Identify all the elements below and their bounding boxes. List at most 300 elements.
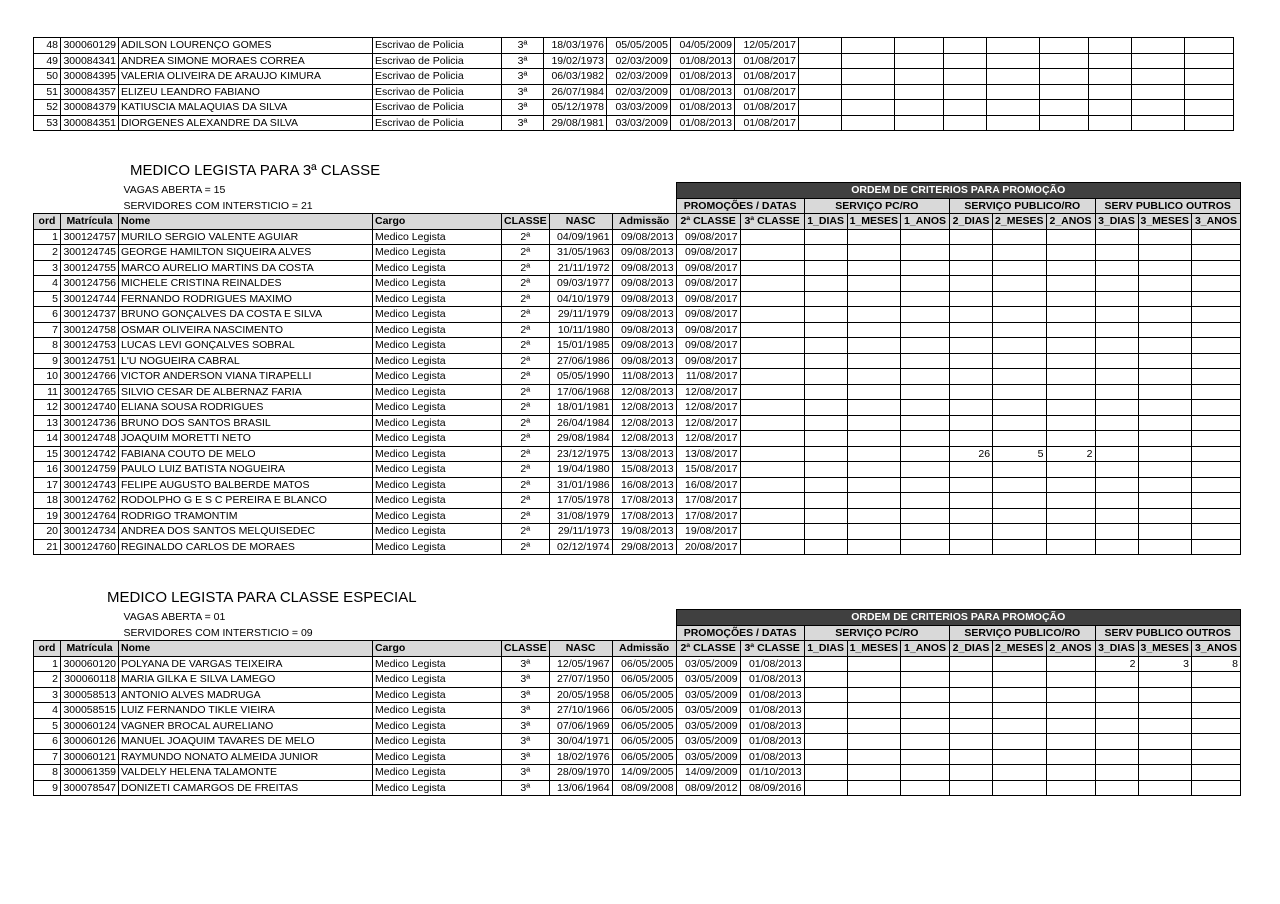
table-cell [993, 276, 1046, 292]
table-cell [847, 539, 900, 555]
table-row [34, 415, 1241, 431]
table-cell [847, 276, 900, 292]
table-cell: 3ª [502, 115, 544, 131]
table-cell [799, 69, 842, 85]
table-cell: 12/08/2013 [612, 415, 676, 431]
table-cell [993, 229, 1046, 245]
table-row [34, 656, 1241, 672]
table-cell: 03/05/2009 [676, 734, 740, 750]
table-cell: 3ª [502, 749, 550, 765]
table-cell: 8 [34, 338, 61, 354]
table-cell: 02/12/1974 [549, 539, 612, 555]
column-header: 1_DIAS [804, 214, 847, 230]
table-cell: Medico Legista [373, 718, 502, 734]
table-cell: 1 [34, 229, 61, 245]
table-cell [1138, 780, 1191, 796]
table-cell: 09/08/2013 [612, 353, 676, 369]
table-cell: 5 [34, 291, 61, 307]
table-cell [740, 539, 804, 555]
table-cell: 3ª [502, 656, 550, 672]
table-cell [993, 384, 1046, 400]
table-cell: 4 [34, 703, 61, 719]
table-cell: 3ª [502, 53, 544, 69]
table-cell: 08/09/2012 [676, 780, 740, 796]
table-cell [1046, 765, 1095, 781]
table-cell [950, 291, 993, 307]
table-cell: 06/05/2005 [612, 718, 676, 734]
table-cell: GEORGE HAMILTON SIQUEIRA ALVES [119, 245, 373, 261]
table-cell: 09/08/2013 [612, 307, 676, 323]
table-cell: 09/08/2013 [612, 245, 676, 261]
table-cell [950, 229, 993, 245]
table-cell: 27/07/1950 [549, 672, 612, 688]
table-cell: MICHELE CRISTINA REINALDES [119, 276, 373, 292]
table-cell [740, 477, 804, 493]
table-cell [1046, 400, 1095, 416]
servico_publico-header: SERVIÇO PUBLICO/RO [950, 198, 1095, 214]
ordem-header: ORDEM DE CRITERIOS PARA PROMOÇÃO [676, 183, 1240, 199]
table-cell: 300124742 [61, 446, 119, 462]
table-cell: Medico Legista [373, 229, 502, 245]
table-cell [1089, 84, 1132, 100]
table-cell [842, 53, 895, 69]
table-cell [847, 765, 900, 781]
table-cell [901, 734, 950, 750]
table-cell: 2ª [502, 524, 550, 540]
table-cell: RODOLPHO G E S C PEREIRA E BLANCO [119, 493, 373, 509]
table-cell [740, 431, 804, 447]
table-cell [1132, 100, 1185, 116]
table-cell: 16 [34, 462, 61, 478]
table-cell: 2ª [502, 353, 550, 369]
promocoes-header: PROMOÇÕES / DATAS [676, 625, 804, 641]
table-cell: 31/01/1986 [549, 477, 612, 493]
table-cell: 09/08/2017 [676, 276, 740, 292]
table-cell [950, 260, 993, 276]
table-cell: 3ª [502, 84, 544, 100]
table-cell [740, 462, 804, 478]
table-cell: Medico Legista [373, 539, 502, 555]
table-cell [901, 400, 950, 416]
table-cell: 05/05/1990 [549, 369, 612, 385]
table-cell [1089, 53, 1132, 69]
table-cell: 20 [34, 524, 61, 540]
table-cell [804, 229, 847, 245]
table-cell [740, 508, 804, 524]
table-cell [1095, 687, 1138, 703]
table-cell [842, 115, 895, 131]
table-cell: 2ª [502, 384, 550, 400]
table-cell: 12/08/2017 [676, 384, 740, 400]
table-cell [1191, 477, 1240, 493]
table-row [34, 431, 1241, 447]
table-cell: 2ª [502, 229, 550, 245]
table-cell [901, 687, 950, 703]
table-cell: 01/08/2013 [740, 687, 804, 703]
table-cell [804, 508, 847, 524]
table-cell: 300060129 [61, 38, 119, 54]
table-cell [1046, 307, 1095, 323]
column-header: 3_DIAS [1095, 641, 1138, 657]
table-cell [847, 749, 900, 765]
table-cell: ANTONIO ALVES MADRUGA [119, 687, 373, 703]
table-cell: 12/08/2017 [676, 400, 740, 416]
table-cell: 11/08/2013 [612, 369, 676, 385]
table-cell: 17/08/2013 [612, 508, 676, 524]
table-cell [901, 703, 950, 719]
table-row [34, 100, 1234, 116]
vagas-label: VAGAS ABERTA = 15 [123, 184, 226, 197]
table-cell: PAULO LUIZ BATISTA NOGUEIRA [119, 462, 373, 478]
table-cell [1132, 84, 1185, 100]
table-cell [847, 524, 900, 540]
table-cell [993, 765, 1046, 781]
table-cell [847, 687, 900, 703]
column-header: 1_ANOS [901, 214, 950, 230]
table-cell [901, 260, 950, 276]
table-cell: 09/08/2017 [676, 353, 740, 369]
table-cell: 300124740 [61, 400, 119, 416]
table-cell [950, 307, 993, 323]
table-cell [993, 322, 1046, 338]
table-cell: 01/08/2013 [671, 100, 735, 116]
table-cell: 3ª [502, 69, 544, 85]
table-cell: 49 [34, 53, 61, 69]
table-cell [740, 446, 804, 462]
table-cell: Medico Legista [373, 291, 502, 307]
table-cell [804, 765, 847, 781]
table-cell [993, 749, 1046, 765]
table-cell [950, 718, 993, 734]
table-cell [944, 69, 987, 85]
section2-table-body [34, 610, 1241, 796]
table-cell [993, 400, 1046, 416]
table-cell: 8 [34, 765, 61, 781]
table-cell [1191, 493, 1240, 509]
table-row [34, 369, 1241, 385]
table-cell: 26/07/1984 [544, 84, 607, 100]
ordem-header: ORDEM DE CRITERIOS PARA PROMOÇÃO [676, 610, 1240, 626]
table-cell [987, 115, 1040, 131]
table-cell: ELIZEU LEANDRO FABIANO [119, 84, 373, 100]
table-cell: 16/08/2017 [676, 477, 740, 493]
table-cell [847, 338, 900, 354]
table-row [34, 524, 1241, 540]
table-cell [901, 276, 950, 292]
table-cell [740, 276, 804, 292]
table-cell [1185, 69, 1234, 85]
table-cell [901, 384, 950, 400]
table-cell [804, 734, 847, 750]
table-cell [1185, 115, 1234, 131]
table-cell: 01/08/2013 [740, 749, 804, 765]
table-cell: Medico Legista [373, 400, 502, 416]
table-cell [950, 462, 993, 478]
table-cell: ADILSON LOURENÇO GOMES [119, 38, 373, 54]
table-cell [1138, 291, 1191, 307]
table-cell: 3ª [502, 703, 550, 719]
table-cell [901, 477, 950, 493]
table-cell: 28/09/1970 [549, 765, 612, 781]
table-cell: VAGNER BROCAL AURELIANO [119, 718, 373, 734]
table-cell [895, 53, 944, 69]
section2-title: MEDICO LEGISTA PARA CLASSE ESPECIAL [107, 589, 417, 606]
table-cell: 300124764 [61, 508, 119, 524]
table-cell: Escrivao de Policia [373, 84, 502, 100]
table-cell [1191, 687, 1240, 703]
table-cell [1089, 115, 1132, 131]
table-cell [1191, 524, 1240, 540]
table-cell [804, 703, 847, 719]
table-cell: Medico Legista [373, 353, 502, 369]
table-cell [1095, 229, 1138, 245]
table-cell: 2ª [502, 322, 550, 338]
table-cell: 2ª [502, 477, 550, 493]
table-cell: 300124737 [61, 307, 119, 323]
table-cell [950, 765, 993, 781]
table-cell [1040, 84, 1089, 100]
table-cell [944, 38, 987, 54]
table-cell: SILVIO CESAR DE ALBERNAZ FARIA [119, 384, 373, 400]
table-cell [1191, 749, 1240, 765]
table-cell: Medico Legista [373, 276, 502, 292]
table-cell: Escrivao de Policia [373, 115, 502, 131]
table-cell [1095, 477, 1138, 493]
table-cell: Medico Legista [373, 780, 502, 796]
table-cell [740, 415, 804, 431]
table-cell: 2 [34, 245, 61, 261]
table-cell: 300060118 [61, 672, 119, 688]
table-cell: 9 [34, 780, 61, 796]
table-cell [1046, 291, 1095, 307]
servico_pc-header: SERVIÇO PC/RO [804, 198, 949, 214]
table-cell [901, 353, 950, 369]
table-cell [944, 115, 987, 131]
table-cell: 3ª [502, 100, 544, 116]
table-cell [1138, 672, 1191, 688]
table-cell: 13/08/2013 [612, 446, 676, 462]
table-cell [950, 431, 993, 447]
serv_outros-header: SERV PUBLICO OUTROS [1095, 198, 1240, 214]
table-cell [950, 276, 993, 292]
table-cell: 19/04/1980 [549, 462, 612, 478]
table-cell [901, 322, 950, 338]
table-cell [1095, 780, 1138, 796]
table-cell [1191, 338, 1240, 354]
table-cell: 6 [34, 734, 61, 750]
table-cell: 03/05/2009 [676, 687, 740, 703]
table-cell [1095, 672, 1138, 688]
table-cell [804, 384, 847, 400]
table-cell [799, 53, 842, 69]
table-cell [987, 84, 1040, 100]
table-cell: 01/08/2013 [671, 84, 735, 100]
table-cell: RAYMUNDO NONATO ALMEIDA JUNIOR [119, 749, 373, 765]
table-cell: 01/08/2013 [671, 115, 735, 131]
table-cell: 2ª [502, 276, 550, 292]
table-cell [1095, 415, 1138, 431]
table-cell [847, 734, 900, 750]
table-cell [1191, 400, 1240, 416]
table-cell [1095, 322, 1138, 338]
column-header: 2ª CLASSE [676, 641, 740, 657]
table-cell [804, 672, 847, 688]
promocoes-header: PROMOÇÕES / DATAS [676, 198, 804, 214]
table-cell [993, 245, 1046, 261]
table-cell: Medico Legista [373, 384, 502, 400]
table-cell [1138, 307, 1191, 323]
table-cell: 05/12/1978 [544, 100, 607, 116]
table-cell: 300124751 [61, 353, 119, 369]
table-cell [847, 400, 900, 416]
table-cell [901, 508, 950, 524]
table-cell: Medico Legista [373, 307, 502, 323]
table-cell: 2ª [502, 260, 550, 276]
table-cell: FERNANDO RODRIGUES MAXIMO [119, 291, 373, 307]
table-cell: 19/08/2013 [612, 524, 676, 540]
table-row [34, 115, 1234, 131]
table-cell [1191, 765, 1240, 781]
table-cell: 01/08/2017 [735, 53, 799, 69]
table-cell: 300124759 [61, 462, 119, 478]
table-cell [1095, 734, 1138, 750]
table-cell [944, 100, 987, 116]
table-row [34, 229, 1241, 245]
table-row [34, 245, 1241, 261]
table-cell [804, 291, 847, 307]
table-cell: KATIUSCIA MALAQUIAS DA SILVA [119, 100, 373, 116]
table-cell [1095, 400, 1138, 416]
table-row [34, 780, 1241, 796]
table-cell [847, 656, 900, 672]
section2-table [33, 609, 1241, 796]
table-cell: 06/03/1982 [544, 69, 607, 85]
table-cell: BRUNO GONÇALVES DA COSTA E SILVA [119, 307, 373, 323]
table-cell: ANDREA DOS SANTOS MELQUISEDEC [119, 524, 373, 540]
table-cell [847, 260, 900, 276]
table-cell [1138, 462, 1191, 478]
table-cell [1138, 703, 1191, 719]
table-cell [799, 84, 842, 100]
table-cell [740, 260, 804, 276]
table-cell [740, 338, 804, 354]
table-cell: 3ª [502, 672, 550, 688]
table-cell [993, 508, 1046, 524]
table-cell: 300060121 [61, 749, 119, 765]
table-cell [993, 780, 1046, 796]
table-cell [740, 493, 804, 509]
table-cell: 2ª [502, 245, 550, 261]
table-cell [1095, 703, 1138, 719]
table-cell [1046, 260, 1095, 276]
table-cell: 300124760 [61, 539, 119, 555]
table-cell [993, 477, 1046, 493]
table-cell: 30/04/1971 [549, 734, 612, 750]
table-cell: 300060126 [61, 734, 119, 750]
table-cell [1185, 38, 1234, 54]
table-cell: L'U NOGUEIRA CABRAL [119, 353, 373, 369]
table-cell: Medico Legista [373, 260, 502, 276]
table-cell [950, 703, 993, 719]
table-cell [901, 524, 950, 540]
table-cell: 03/05/2009 [676, 656, 740, 672]
table-cell [847, 384, 900, 400]
column-header: ord [34, 214, 61, 230]
table-cell [1046, 508, 1095, 524]
table-cell: 09/08/2013 [612, 291, 676, 307]
table-cell [740, 524, 804, 540]
table-cell [1089, 38, 1132, 54]
table-cell: Escrivao de Policia [373, 69, 502, 85]
table-cell [993, 524, 1046, 540]
table-row [34, 53, 1234, 69]
column-header: Admissão [612, 641, 676, 657]
table-cell [804, 687, 847, 703]
table-cell: 1 [34, 656, 61, 672]
table-cell: 13 [34, 415, 61, 431]
table-cell: 03/03/2009 [607, 100, 671, 116]
table-cell [1095, 260, 1138, 276]
table-cell: 29/08/1981 [544, 115, 607, 131]
table-cell: VICTOR ANDERSON VIANA TIRAPELLI [119, 369, 373, 385]
table-cell [1138, 260, 1191, 276]
table-cell [901, 493, 950, 509]
table-row [34, 307, 1241, 323]
table-cell [740, 400, 804, 416]
table-cell [993, 338, 1046, 354]
table-cell [804, 276, 847, 292]
table-cell: Escrivao de Policia [373, 100, 502, 116]
table-cell: 06/05/2005 [612, 672, 676, 688]
table-cell [950, 477, 993, 493]
column-header: 3_MESES [1138, 214, 1191, 230]
table-cell [1138, 431, 1191, 447]
table-cell [1040, 115, 1089, 131]
table-cell [847, 508, 900, 524]
table-cell: 2 [1046, 446, 1095, 462]
table-cell [1095, 524, 1138, 540]
table-cell: 12/08/2017 [676, 415, 740, 431]
table-cell [950, 493, 993, 509]
table-cell: 2ª [502, 431, 550, 447]
table-cell: MURILO SERGIO VALENTE AGUIAR [119, 229, 373, 245]
table-row [34, 462, 1241, 478]
table-cell: Medico Legista [373, 687, 502, 703]
table-cell [895, 69, 944, 85]
table-cell [950, 734, 993, 750]
table-cell [842, 84, 895, 100]
table-cell: 300124765 [61, 384, 119, 400]
table-cell [804, 539, 847, 555]
table-cell: 51 [34, 84, 61, 100]
table-cell: 300124758 [61, 322, 119, 338]
table-cell: 09/08/2017 [676, 338, 740, 354]
table-cell: 300084395 [61, 69, 119, 85]
table-cell: 17/08/2017 [676, 493, 740, 509]
table-cell [1138, 229, 1191, 245]
table-cell: 12/08/2013 [612, 400, 676, 416]
table-cell [847, 718, 900, 734]
table-cell: 09/08/2017 [676, 322, 740, 338]
table-cell [987, 69, 1040, 85]
table-cell [1046, 687, 1095, 703]
table-cell: FELIPE AUGUSTO BALBERDE MATOS [119, 477, 373, 493]
table-cell: LUIZ FERNANDO TIKLE VIEIRA [119, 703, 373, 719]
table-cell [901, 672, 950, 688]
table-cell [1040, 38, 1089, 54]
table-cell: 5 [993, 446, 1046, 462]
table-cell [1138, 400, 1191, 416]
